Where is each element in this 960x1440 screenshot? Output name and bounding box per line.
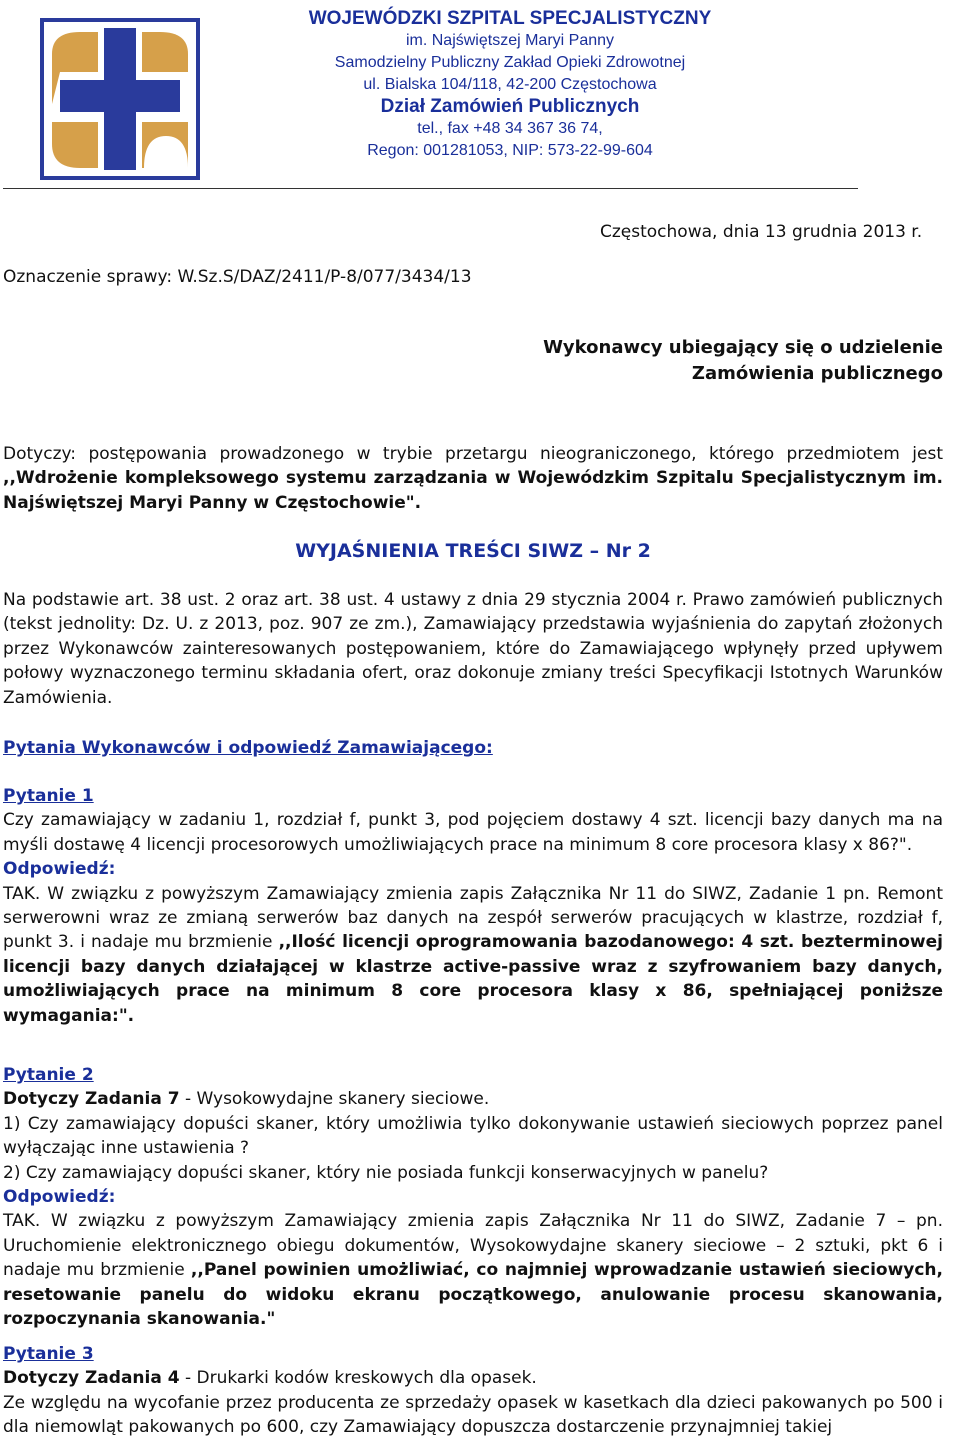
subject-title: ,,Wdrożenie kompleksowego systemu zarządzania w Wojewódzkim Szpitalu Specjalistycznym im. Najświętszej Maryi Panny w Częstochowie". — [3, 468, 943, 513]
org-phone: tel., fax +48 34 367 36 74, — [417, 120, 603, 137]
header-divider — [3, 188, 858, 189]
question-1 — [3, 784, 943, 1028]
answer-2-bold: ,,Panel powinien umożliwiać, co najmniej wprowadzanie ustawień sieciowych, resetowanie panelu do widoku ekranu początkowego, anulowanie procesu skanowania, rozpoczynania skanowania." — [3, 1260, 943, 1330]
question-2-subject-rest: - Wysokowydajne skanery sieciowe. — [179, 1089, 490, 1110]
question-1-text: Czy zamawiający w zadaniu 1, rozdział f, punkt 3, pod pojęciem dostawy 4 szt. licencji bazy danych ma na myśli dostawę 4 licencji procesorowych umożliwiających prace na minimum 8 core procesora klasy x 86?". — [3, 810, 943, 855]
letter-date: Częstochowa, dnia 13 grudnia 2013 r. — [600, 222, 923, 242]
question-2-item-2: 2) Czy zamawiający dopuści skaner, który nie posiada funkcji konserwacyjnych w panelu? — [3, 1162, 769, 1183]
section-heading — [3, 736, 943, 760]
answer-2-label: Odpowiedź: — [3, 1187, 116, 1208]
case-number: Oznaczenie sprawy: W.Sz.S/DAZ/2411/P-8/077/3434/13 — [3, 267, 472, 287]
addressee-line1: Wykonawcy ubiegający się o udzielenie — [543, 337, 943, 358]
document-title: WYJAŚNIENIA TREŚCI SIWZ – Nr 2 — [295, 540, 651, 562]
answer-1-text: TAK. W związku z powyższym Zamawiający zmienia zapis Załącznika Nr 11 do SIWZ, Zadanie 1 pn. Remont serwerowni wraz ze zmianą serwerów baz danych na zespół serwerów pracujących w klastrze, rozdział f, punkt 3. i nadaje mu brzmienie — [3, 883, 943, 953]
hospital-logo — [40, 18, 200, 180]
cross-emblem-icon — [40, 18, 200, 180]
org-name: WOJEWÓDZKI SZPITAL SPECJALISTYCZNY — [308, 8, 712, 29]
department-name: Dział Zamówień Publicznych — [380, 96, 640, 117]
answer-1-bold: ,,Ilość licencji oprogramowania bazodanowego: 4 szt. bezterminowej licencji bazy danych działającej w klastrze active-passive wraz z szyfrowaniem bazy danych, umożliwiających prace na minimum 8 core procesora klasy x 86, spełniającej poniższe wymagania:". — [3, 932, 943, 1026]
question-2-item-1: 1) Czy zamawiający dopuści skaner, który umożliwia tylko dokonywanie ustawień sieciowych poprzez panel wyłączając inne ustawienia ? — [3, 1113, 943, 1159]
question-3 — [3, 1342, 943, 1440]
answer-2-text: TAK. W związku z powyższym Zamawiający zmienia zapis Załącznika Nr 11 do SIWZ, Zadanie 7 – pn. Uruchomienie elektronicznego obiegu dokumentów, Wysokowydajne skanery sieciowe – 2 sztuki, pkt 6 i nadaje mu brzmienie — [3, 1211, 943, 1281]
addressee-line2: Zamówienia publicznego — [691, 363, 943, 384]
question-3-link[interactable]: Pytanie 3 — [3, 1344, 94, 1364]
question-2-subject: Dotyczy Zadania 7 — [3, 1089, 180, 1110]
org-ids: Regon: 001281053, NIP: 573-22-99-604 — [367, 142, 653, 159]
addressee — [3, 335, 943, 387]
letterhead — [230, 8, 790, 162]
section-heading-text: Pytania Wykonawców i odpowiedź Zamawiającego: — [3, 738, 493, 758]
question-3-subject: Dotyczy Zadania 4 — [3, 1368, 180, 1389]
subject-paragraph — [3, 442, 943, 515]
question-3-text: Ze względu na wycofanie przez producenta ze sprzedaży opasek w kasetkach dla dzieci pakowanych po 500 i dla niemowląt pakowanych po 600, czy Zamawiający dopuszcza dostarczenie przynajmniej takiej — [3, 1392, 943, 1438]
legal-basis-paragraph: Na podstawie art. 38 ust. 2 oraz art. 38 ust. 4 ustawy z dnia 29 stycznia 2004 r. Prawo zamówień publicznych (tekst jednolity: Dz. U. z 2013, poz. 907 ze zm.), Zamawiający przedstawia wyjaśnienia do zapytań złożonych przez Wykonawców zainteresowanych postępowaniem, które do Zamawiającego wpłynęły przed upływem połowy wyznaczonego terminu składania ofert, oraz dokonuje zmiany treści Specyfikacji Istotnych Warunków Zamówienia. — [3, 590, 943, 708]
org-type: Samodzielny Publiczny Zakład Opieki Zdrowotnej — [334, 54, 686, 71]
question-1-link[interactable]: Pytanie 1 — [3, 786, 94, 806]
question-3-subject-rest: - Drukarki kodów kreskowych dla opasek. — [179, 1368, 537, 1389]
org-address: ul. Bialska 104/118, 42-200 Częstochowa — [363, 76, 657, 93]
question-2-link[interactable]: Pytanie 2 — [3, 1065, 94, 1085]
subject-intro: Dotyczy: postępowania prowadzonego w trybie przetargu nieograniczonego, którego przedmiotem jest — [3, 444, 943, 464]
org-patron: im. Najświętszej Maryi Panny — [405, 32, 615, 49]
answer-1-label: Odpowiedź: — [3, 859, 116, 880]
question-2 — [3, 1063, 943, 1331]
